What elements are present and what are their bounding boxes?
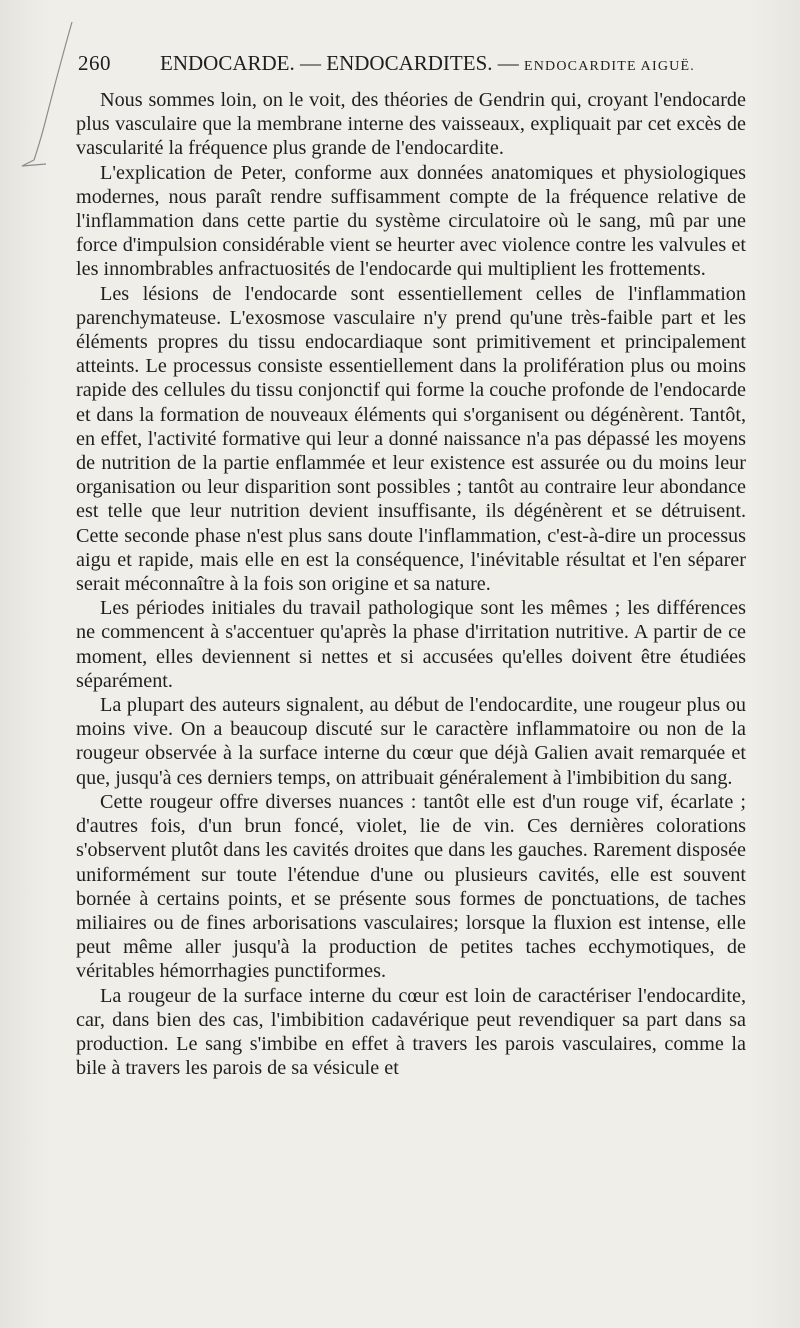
body-text bbox=[76, 88, 746, 1080]
page-header bbox=[78, 50, 758, 76]
section-title: ENDOCARDITE AIGUË. bbox=[524, 59, 695, 74]
paragraph-1: Nous sommes loin, on le voit, des théories de Gendrin qui, croyant l'endocarde plus vasculaire que la membrane interne des vaisseaux, expliquait par cet excès de vascularité la fréquence plus grande de l'endocardite. bbox=[76, 89, 746, 160]
paragraph-6: Cette rougeur offre diverses nuances : tantôt elle est d'un rouge vif, écarlate ; d'autres fois, d'un brun foncé, violet, lie de vin. Ces dernières colorations s'observent plutôt dans les cavités droites que dans les gauches. Rarement disposée uniformément sur toute l'étendue d'une ou plusieurs cavités, elle est souvent bornée à certains points, et se présente sous formes de ponctuations, de taches miliaires ou de fines arborisations vasculaires; lorsque la fluxion est intense, elle peut même aller jusqu'à la production de petites taches ecchymotiques, de véritables hémorrhagies punctiformes. bbox=[76, 790, 746, 983]
paragraph-5: La plupart des auteurs signalent, au début de l'endocardite, une rougeur plus ou moins vive. On a beaucoup discuté sur le caractère inflammatoire ou non de la rougeur observée à la surface interne du cœur que déjà Galien avait remarquée et que, jusqu'à ces derniers temps, on attribuait généralement à l'imbibition du sang. bbox=[76, 694, 746, 789]
margin-pencil-mark bbox=[12, 20, 82, 180]
paragraph-3: Les lésions de l'endocarde sont essentiellement celles de l'inflammation parenchymateuse. L'exosmose vasculaire n'y prend qu'une très-faible part et les éléments propres du tissu endocardiaque sont primitivement et principalement atteints. Le processus consiste essentiellement dans la prolifération plus ou moins rapide des cellules du tissu conjonctif qui forme la couche profonde de l'endocarde et dans la formation de nouveaux éléments qui s'organisent ou dégénèrent. Tantôt, en effet, l'activité formative qui leur a donné naissance n'a pas dépassé les moyens de nutrition de la partie enflammée et leur existence est assurée ou du moins leur organisation ou leur disparition sont possibles ; tantôt au contraire leur abondance est telle que leur nutrition devient insuffisante, ils dégénèrent et se détruisent. Cette seconde phase n'est plus sans doute l'inflammation, c'est-à-dire un processus aigu et rapide, mais elle en est la conséquence, l'inévitable résultat et l'en séparer serait méconnaître à la fois son origine et sa nature. bbox=[76, 282, 746, 596]
running-title: ENDOCARDE. — ENDOCARDITES. bbox=[160, 51, 493, 75]
header-separator: — bbox=[497, 51, 519, 75]
paragraph-2: L'explication de Peter, conforme aux données anatomiques et physiologiques modernes, nous paraît rendre suffisamment compte de la fréquence relative de l'inflammation dans cette partie du système circulatoire où le sang, mû par une force d'impulsion considérable vient se heurter avec violence contre les valvules et les innombrables anfractuosités de l'endocarde qui multiplient les frottements. bbox=[76, 161, 746, 281]
paragraph-4: Les périodes initiales du travail pathologique sont les mêmes ; les différences ne commencent à s'accentuer qu'après la phase d'irritation nutritive. A partir de ce moment, elles deviennent si nettes et si accusées qu'elles doivent être étudiées séparément. bbox=[76, 597, 746, 692]
page-number: 260 bbox=[78, 51, 111, 75]
paragraph-7: La rougeur de la surface interne du cœur est loin de caractériser l'endocardite, car, dans bien des cas, l'imbibition cadavérique peut revendiquer sa part dans sa production. Le sang s'imbibe en effet à travers les parois vasculaires, comme la bile à travers les parois de sa vésicule et bbox=[76, 984, 746, 1080]
running-head bbox=[160, 50, 695, 80]
